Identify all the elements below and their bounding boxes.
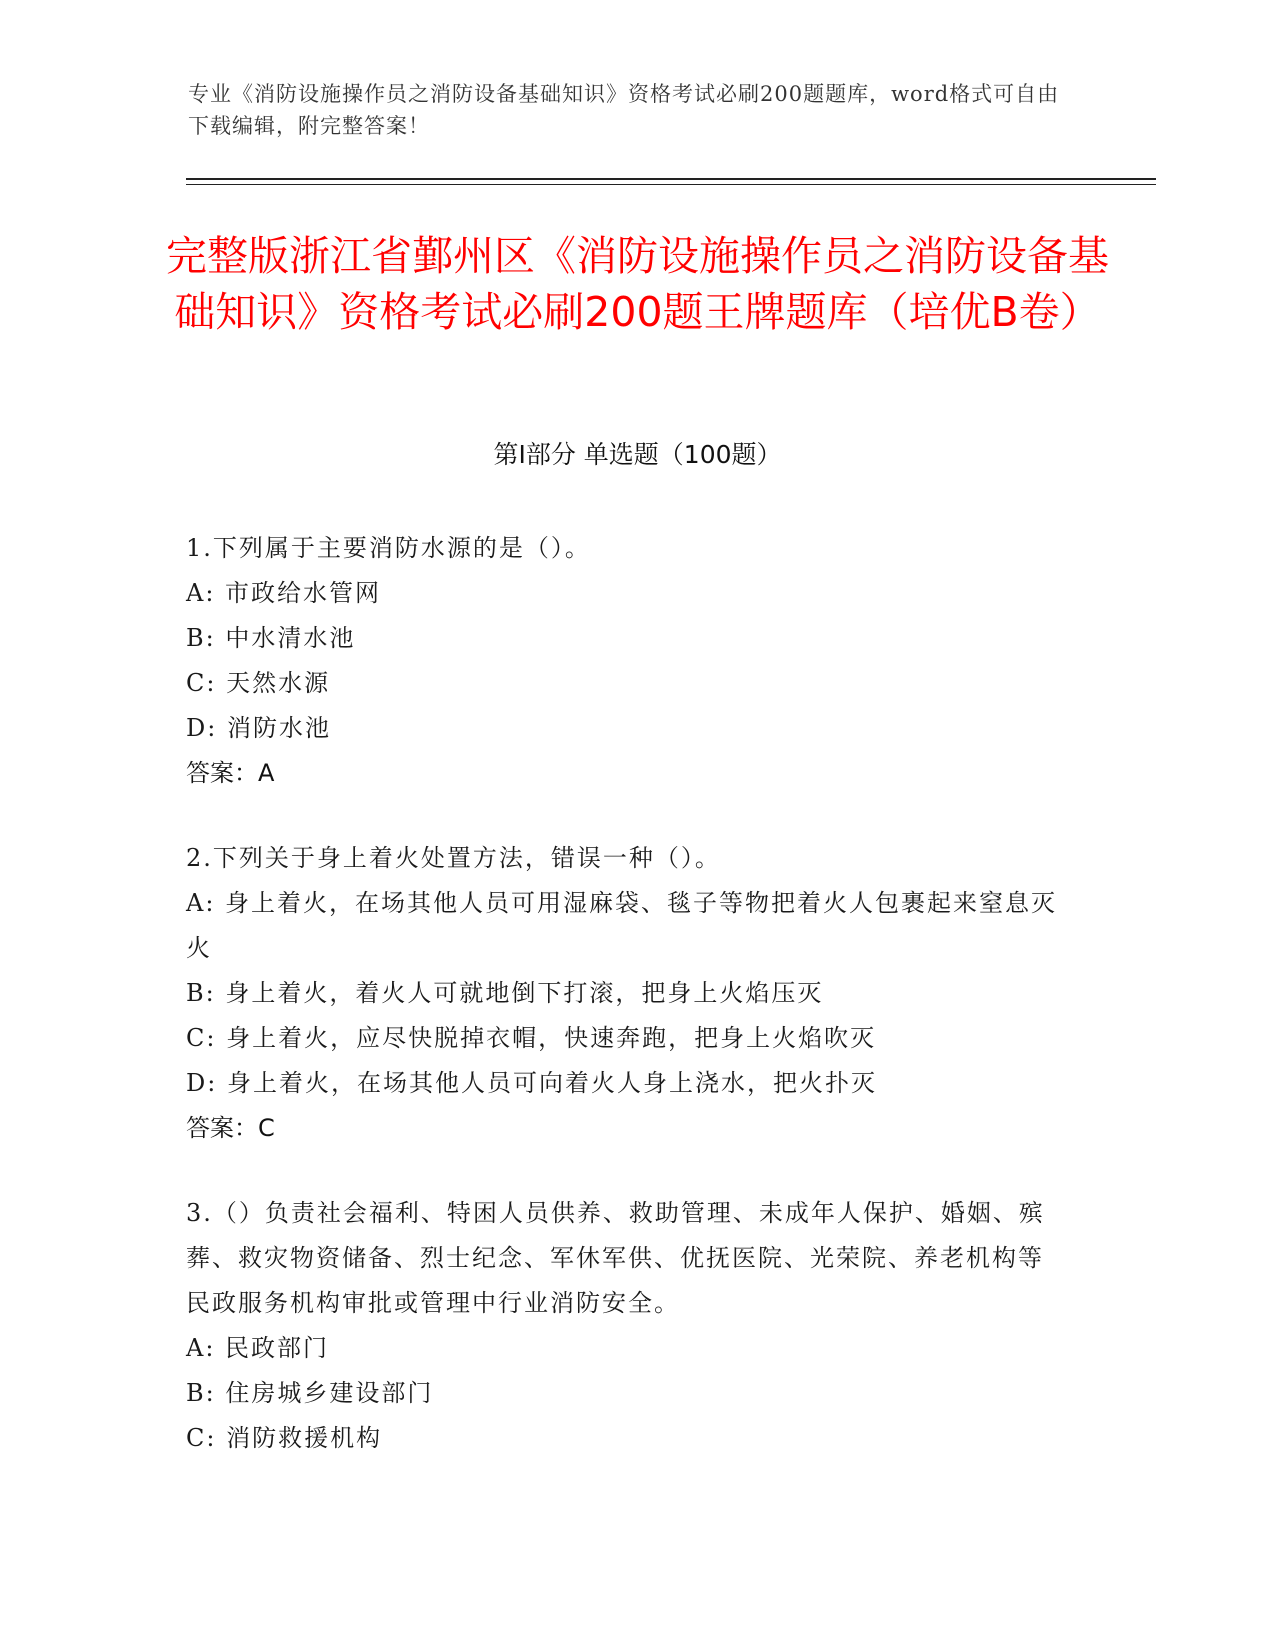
option-a: A: 市政给水管网 [186, 579, 382, 607]
option-d: D: 身上着火，在场其他人员可向着火人身上浇水，把火扑灭 [186, 1069, 877, 1097]
question-2 [186, 836, 1066, 1151]
option-c: C: 天然水源 [186, 669, 331, 697]
option-c: C: 消防救援机构 [186, 1424, 383, 1452]
header-divider-thin [186, 184, 1156, 185]
question-list [186, 526, 1066, 1501]
answer: 答案：A [186, 759, 275, 787]
option-a: A: 身上着火，在场其他人员可用湿麻袋、毯子等物把着火人包裹起来窒息灭火 [186, 889, 1058, 962]
question-3 [186, 1191, 1066, 1461]
option-a: A: 民政部门 [186, 1334, 330, 1362]
header-note: 专业《消防设施操作员之消防设备基础知识》资格考试必刷200题题库，word格式可自由下载编辑，附完整答案！ [188, 82, 1060, 138]
section-title: 第Ⅰ部分 单选题（100题） [493, 440, 782, 469]
question-stem: 2.下列关于身上着火处置方法，错误一种（）。 [186, 844, 721, 872]
header-divider-thick [186, 178, 1156, 180]
document-title: 完整版浙江省鄞州区《消防设施操作员之消防设备基础知识》资格考试必刷200题王牌题库（培优B卷） [166, 232, 1109, 336]
option-d: D: 消防水池 [186, 714, 331, 742]
question-stem: 1.下列属于主要消防水源的是（）。 [186, 534, 591, 562]
question-stem: 3.（）负责社会福利、特困人员供养、救助管理、未成年人保护、婚姻、殡葬、救灾物资储备、烈士纪念、军休军供、优抚医院、光荣院、养老机构等民政服务机构审批或管理中行业消防安全。 [186, 1199, 1045, 1317]
answer: 答案：C [186, 1114, 275, 1142]
option-b: B: 中水清水池 [186, 624, 356, 652]
question-1 [186, 526, 1066, 796]
option-b: B: 住房城乡建设部门 [186, 1379, 434, 1407]
option-b: B: 身上着火，着火人可就地倒下打滚，把身上火焰压灭 [186, 979, 824, 1007]
option-c: C: 身上着火，应尽快脱掉衣帽，快速奔跑，把身上火焰吹灭 [186, 1024, 877, 1052]
